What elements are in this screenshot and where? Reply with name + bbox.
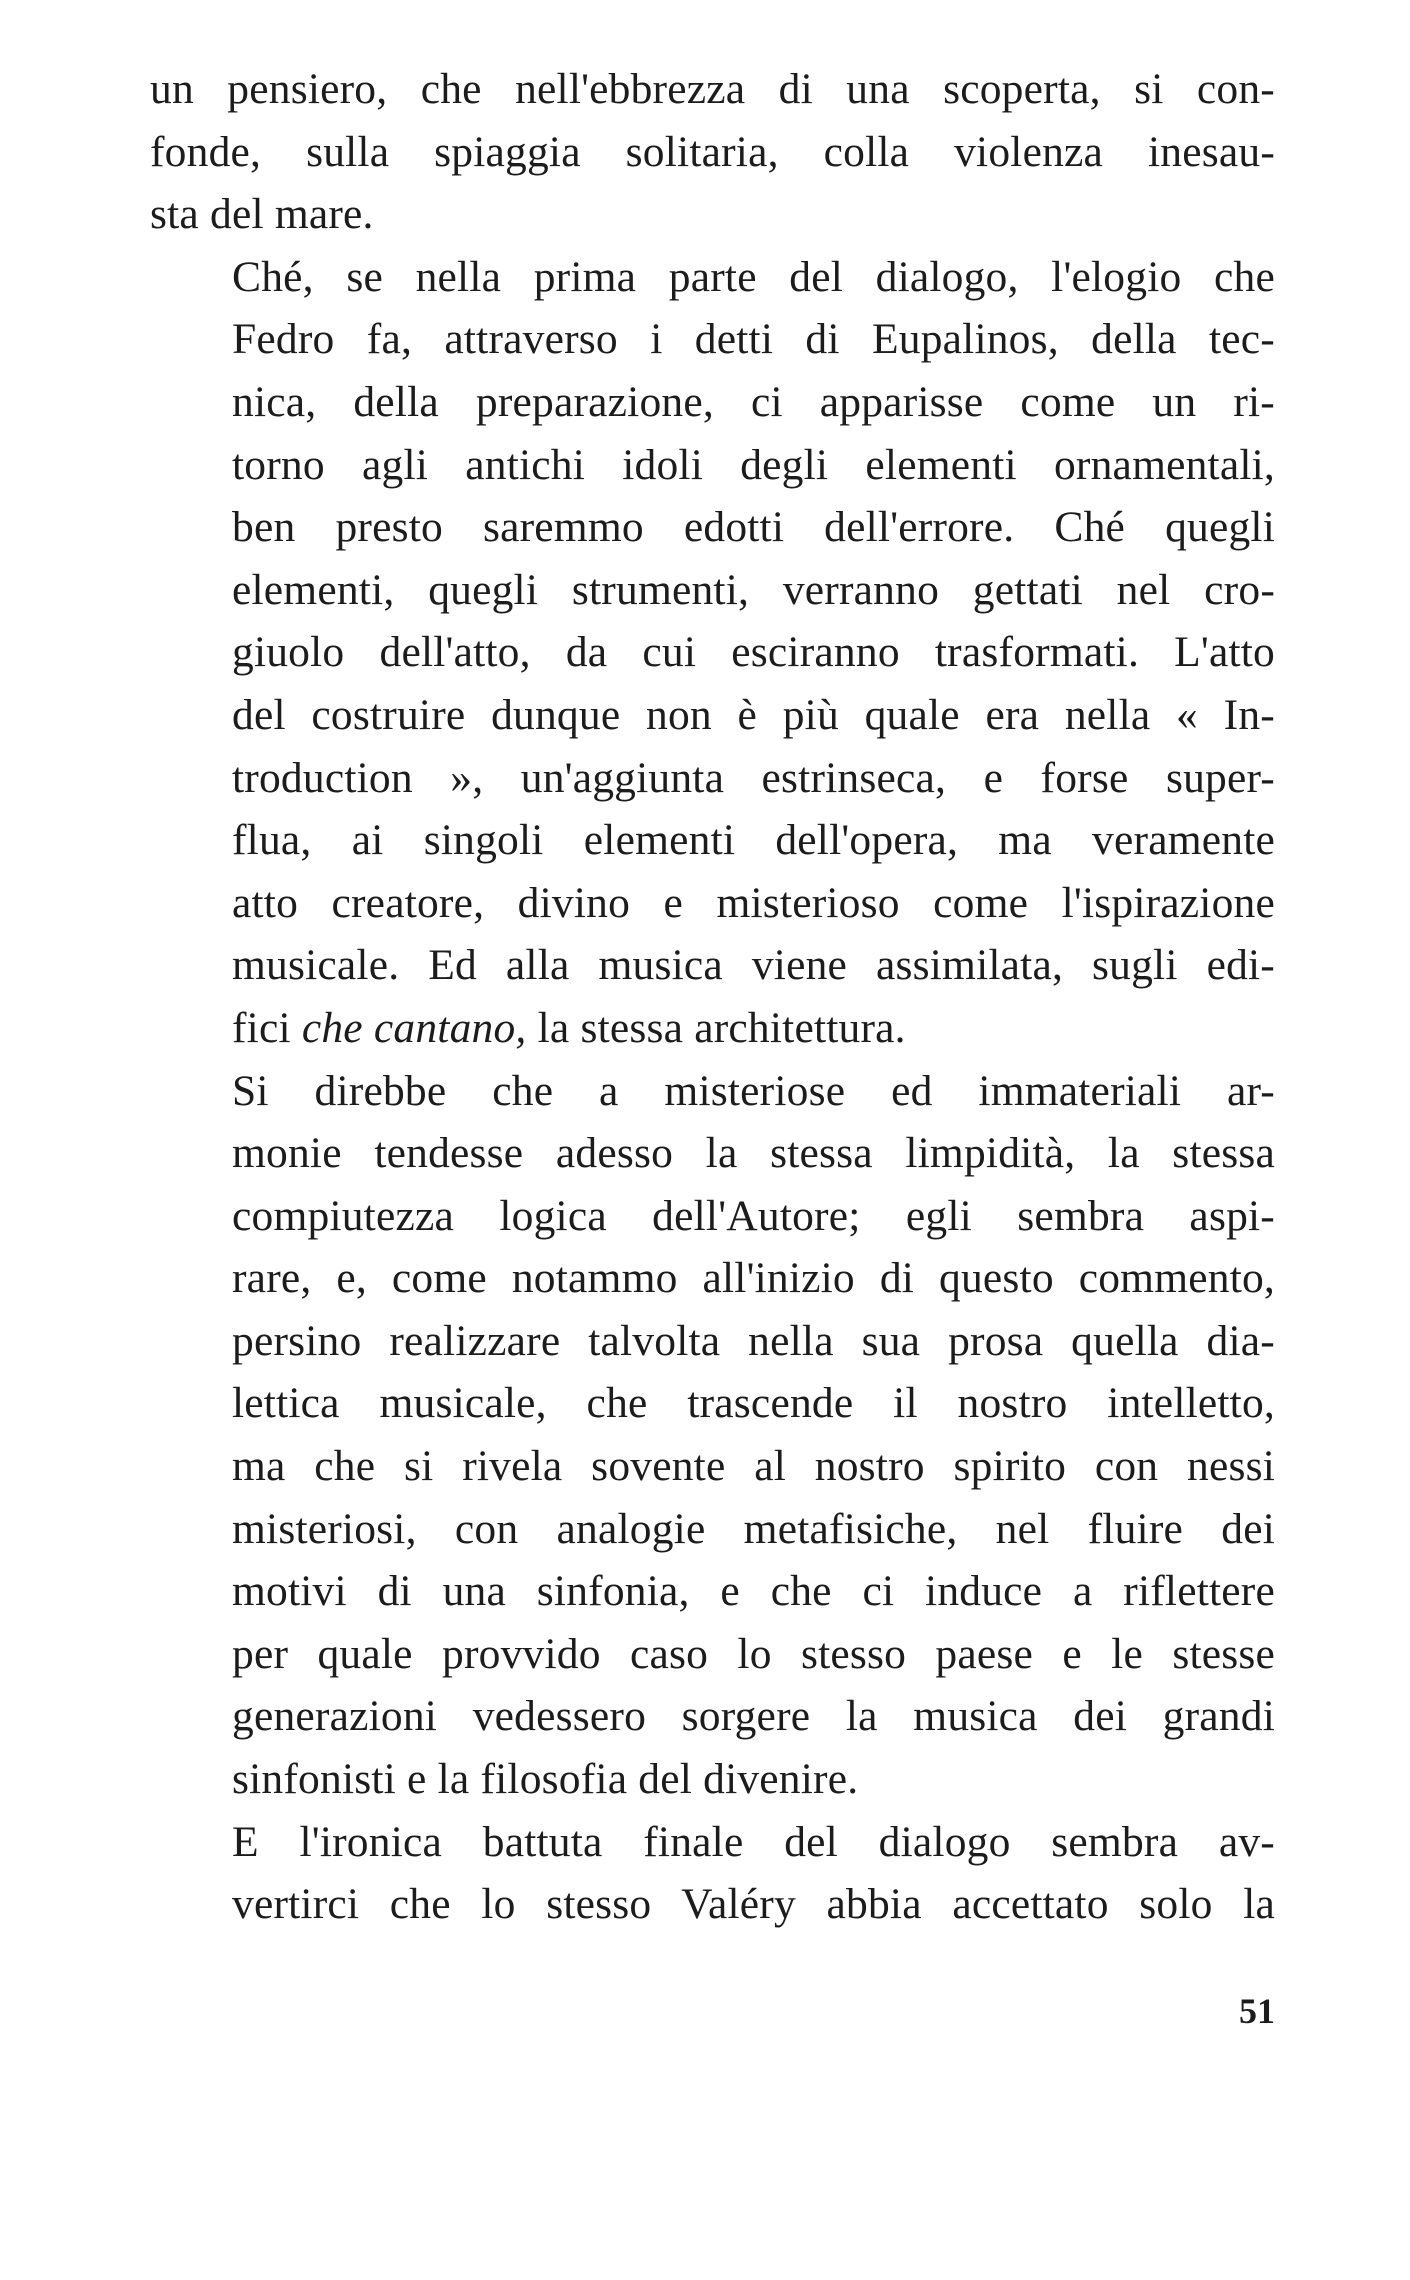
text-line: [150, 997, 1275, 1060]
text-line: Si direbbe che a misteriose ed immateriali ar-: [232, 1066, 1275, 1115]
text-line: torno agli antichi idoli degli elementi ornamentali,: [232, 440, 1275, 489]
text-line: nica, della preparazione, ci apparisse come un ri-: [232, 377, 1275, 426]
text-line: flua, ai singoli elementi dell'opera, ma veramente: [232, 816, 1275, 865]
text-line: Ché, se nella prima parte del dialogo, l'elogio che: [232, 252, 1275, 301]
text-line: musicale. Ed alla musica viene assimilata, sugli edi-: [232, 941, 1275, 990]
paragraph-1: [150, 58, 1275, 246]
text-line: compiutezza logica dell'Autore; egli sembra aspi-: [232, 1191, 1275, 1240]
text-line: del costruire dunque non è più quale era nella « In-: [232, 690, 1275, 739]
text-line: monie tendesse adesso la stessa limpidità, la stessa: [232, 1129, 1275, 1178]
text-fragment: la stessa architettura.: [526, 1003, 906, 1052]
text-line: vertirci che lo stesso Valéry abbia accettato solo la: [232, 1880, 1275, 1929]
italic-quote: che cantano,: [301, 1003, 527, 1052]
text-line: elementi, quegli strumenti, verranno gettati nel cro-: [232, 565, 1275, 614]
paragraph-4: [150, 1811, 1275, 1936]
text-fragment: fici: [232, 1003, 302, 1052]
text-line: rare, e, come notammo all'inizio di questo commento,: [232, 1254, 1275, 1303]
text-line: un pensiero, che nell'ebbrezza di una scoperta, si con-: [150, 65, 1275, 113]
text-line: per quale provvido caso lo stesso paese e le stesse: [232, 1629, 1275, 1678]
text-line: troduction », un'aggiunta estrinseca, e forse super-: [232, 753, 1275, 802]
text-line: generazioni vedessero sorgere la musica dei grandi: [232, 1692, 1275, 1741]
body-text: [150, 58, 1275, 1936]
text-line: sinfonisti e la filosofia del divenire.: [232, 1755, 859, 1804]
text-line: sta del mare.: [150, 190, 374, 239]
text-line: misteriosi, con analogie metafisiche, nel fluire dei: [232, 1504, 1275, 1553]
paragraph-3: [150, 1060, 1275, 1811]
paragraph-2: [150, 246, 1275, 1060]
text-line: ma che si rivela sovente al nostro spirito con nessi: [232, 1442, 1275, 1491]
text-line: E l'ironica battuta finale del dialogo sembra av-: [232, 1817, 1275, 1866]
text-line: giuolo dell'atto, da cui esciranno trasformati. L'atto: [232, 628, 1275, 677]
text-line: motivi di una sinfonia, e che ci induce a riflettere: [232, 1567, 1275, 1616]
text-line: persino realizzare talvolta nella sua prosa quella dia-: [232, 1316, 1275, 1365]
text-line: ben presto saremmo edotti dell'errore. Ché quegli: [232, 503, 1275, 552]
text-line: atto creatore, divino e misterioso come l'ispirazione: [232, 878, 1275, 927]
page-number: 51: [1239, 1991, 1275, 2031]
text-line: lettica musicale, che trascende il nostro intelletto,: [232, 1379, 1275, 1428]
text-line: Fedro fa, attraverso i detti di Eupalinos, della tec-: [232, 315, 1275, 364]
text-line: fonde, sulla spiaggia solitaria, colla violenza inesau-: [150, 127, 1275, 176]
